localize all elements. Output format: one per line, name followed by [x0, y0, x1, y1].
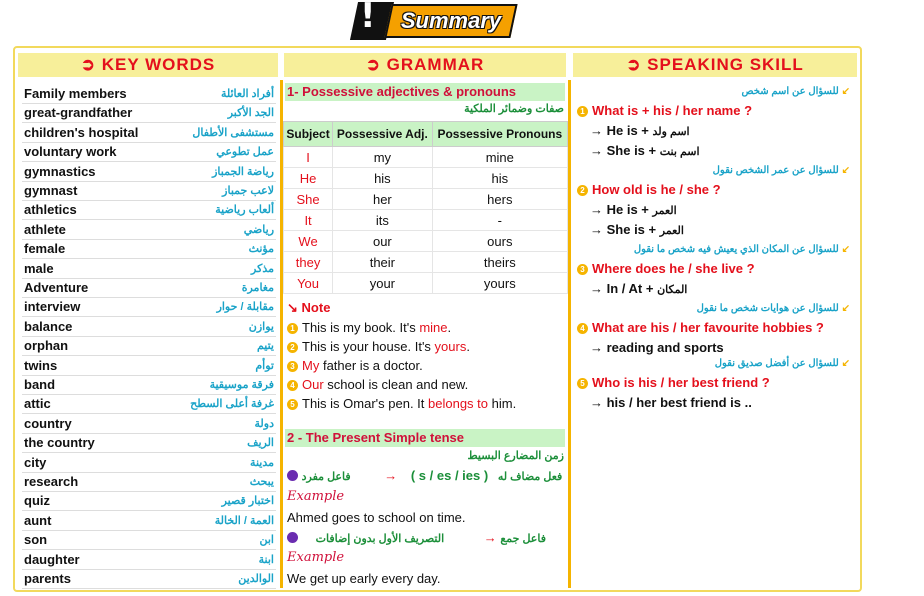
keyword-arabic: يبحث	[249, 476, 274, 488]
possessives-title-ar: صفات وضمائر الملكية	[464, 103, 564, 115]
speaking-hint	[634, 244, 850, 255]
table-row	[284, 210, 568, 231]
keyword-arabic: مذكر	[251, 262, 274, 275]
keyword-row	[22, 376, 276, 395]
keyword-english: gymnast	[24, 183, 78, 198]
note-label: Note	[301, 300, 331, 315]
note-text: This is my book. It's	[302, 320, 420, 335]
exclamation-icon: !	[360, 0, 376, 36]
number-badge: 1	[287, 323, 298, 334]
keyword-row	[22, 570, 276, 589]
keyword-row	[22, 415, 276, 434]
keyword-arabic: مقابلة / حوار	[216, 301, 274, 314]
keyword-arabic: غرفة أعلى السطح	[190, 398, 274, 411]
hint-arrow-icon: ↙	[841, 358, 850, 369]
keyword-english: band	[24, 377, 56, 392]
speaking-answer	[590, 281, 687, 296]
keyword-english: interview	[24, 299, 81, 315]
note-item	[287, 339, 470, 354]
speaking-hint	[697, 303, 850, 314]
hint-arrow-icon: ↙	[841, 303, 850, 314]
keyword-row	[22, 201, 276, 220]
arrow-icon: ➲	[80, 55, 102, 74]
note-text: school is clean and new.	[323, 377, 469, 392]
grammar-header	[284, 53, 566, 77]
keyword-row	[22, 182, 276, 201]
answer-arabic: المكان	[657, 284, 688, 296]
keyword-arabic: مدينة	[250, 456, 274, 469]
keyword-english: athlete	[24, 221, 66, 237]
rule-subject: فاعل مفرد	[301, 471, 351, 483]
subject-cell: It	[284, 210, 333, 231]
note-text: .	[447, 320, 452, 335]
keyword-row	[22, 357, 276, 376]
answer-arabic: اسم بنت	[659, 146, 700, 158]
table-row	[284, 168, 568, 189]
keyword-english: Family members	[24, 86, 127, 101]
adjective-cell: our	[333, 231, 433, 252]
keyword-arabic: يتيم	[256, 340, 274, 353]
answer-arabic: العمر	[652, 205, 677, 217]
keyword-row	[22, 279, 276, 298]
note-text: This is Omar's pen. It	[302, 396, 429, 411]
table-row	[284, 189, 568, 210]
hint-text: للسؤال عن المكان الذي يعيش فيه شخص ما نقول	[633, 244, 839, 255]
answer-arabic: اسم ولد	[652, 126, 690, 138]
question-text: How old is he / she ?	[592, 182, 721, 197]
note-text: This is your house. It's	[302, 339, 435, 354]
keyword-english: athletics	[24, 202, 77, 218]
pronoun-cell: his	[432, 168, 567, 189]
keyword-arabic: ابنة	[258, 553, 274, 566]
answer-text: → She is +	[590, 143, 657, 158]
pronoun-cell: theirs	[432, 252, 567, 273]
keyword-english: gymnastics	[24, 163, 96, 179]
keyword-english: city	[24, 454, 47, 470]
note-text: father is a doctor.	[319, 358, 423, 373]
speaking-answer	[590, 340, 724, 355]
possessives-title: 1- Possessive adjectives & pronouns	[285, 83, 565, 101]
arrow-right-icon: →	[483, 530, 497, 545]
pronoun-cell: mine	[432, 147, 567, 168]
keywords-header	[18, 53, 278, 77]
note-heading	[287, 300, 330, 316]
keyword-row	[22, 298, 276, 317]
question-text: Where does he / she live ?	[592, 261, 755, 276]
number-badge: 5	[287, 399, 298, 410]
hint-arrow-icon: ↙	[841, 244, 850, 255]
number-badge: 4	[577, 323, 588, 334]
rule-plural	[287, 530, 567, 545]
keyword-row	[22, 318, 276, 337]
keyword-arabic: توأم	[255, 359, 274, 372]
table-header: Subject	[284, 122, 333, 147]
keyword-arabic: رياضي	[243, 223, 274, 236]
note-highlight: My	[302, 358, 320, 373]
speaking-hint	[742, 86, 850, 97]
rule-verb: التصريف الأول بدون إضافات	[315, 533, 445, 545]
keyword-row	[22, 85, 276, 104]
note-highlight: Our	[302, 377, 324, 392]
adjective-cell: his	[333, 168, 433, 189]
keyword-english: son	[24, 532, 48, 548]
answer-text: → He is +	[590, 123, 649, 138]
adjective-cell: my	[333, 147, 433, 168]
keyword-english: children's hospital	[24, 124, 139, 140]
keyword-english: male	[24, 260, 54, 276]
keyword-english: quiz	[24, 493, 50, 509]
speaking-hint	[713, 165, 850, 176]
answer-text: → She is +	[590, 222, 657, 237]
rule-form: ( s / es / ies )	[410, 468, 489, 483]
hint-text: للسؤال عن عمر الشخص نقول	[712, 165, 839, 176]
subject-cell: She	[284, 189, 333, 210]
question-text: What is + his / her name ?	[592, 103, 753, 118]
answer-text: → He is +	[590, 202, 649, 217]
question-text: What are his / her favourite hobbies ?	[592, 320, 824, 335]
keyword-english: research	[24, 474, 79, 489]
keyword-row	[22, 551, 276, 570]
table-row	[284, 273, 568, 294]
speaking-question	[577, 103, 752, 118]
pronoun-cell: ours	[432, 231, 567, 252]
keyword-arabic: عمل تطوعي	[216, 146, 274, 159]
keyword-arabic: العمة / الخالة	[214, 514, 274, 527]
example-label: Example	[287, 489, 345, 504]
note-item	[287, 377, 468, 392]
adjective-cell: its	[333, 210, 433, 231]
keyword-row	[22, 454, 276, 473]
number-badge: 2	[577, 185, 588, 196]
hint-arrow-icon: ↙	[841, 165, 850, 176]
keyword-row	[22, 395, 276, 414]
answer-text: → his / her best friend is ..	[590, 395, 752, 410]
keyword-english: Adventure	[24, 280, 89, 295]
adjective-cell: her	[333, 189, 433, 210]
keyword-row	[22, 163, 276, 182]
speaking-answer	[590, 202, 677, 217]
subject-cell: I	[284, 147, 333, 168]
keyword-row	[22, 434, 276, 453]
subject-cell: We	[284, 231, 333, 252]
answer-text: → reading and sports	[590, 340, 724, 355]
keyword-arabic: الريف	[247, 437, 274, 450]
keyword-row	[22, 143, 276, 162]
rule-subject: فاعل جمع	[500, 533, 546, 545]
pronoun-cell: yours	[432, 273, 567, 294]
keyword-english: attic	[24, 396, 51, 412]
note-highlight: mine	[419, 320, 448, 335]
subject-cell: He	[284, 168, 333, 189]
keyword-row	[22, 512, 276, 531]
number-badge: 2	[287, 342, 298, 353]
keyword-row	[22, 473, 276, 492]
adjective-cell: your	[333, 273, 433, 294]
keyword-row	[22, 260, 276, 279]
keyword-row	[22, 240, 276, 259]
keywords-header-label: KEY WORDS	[101, 55, 216, 74]
table-row	[284, 252, 568, 273]
note-highlight: belongs to	[428, 396, 489, 411]
keyword-arabic: لاعب جمباز	[222, 185, 274, 197]
note-arrow-icon: ↘	[287, 300, 298, 315]
number-badge: 1	[577, 106, 588, 117]
note-item	[287, 358, 423, 373]
table-header: Possessive Adj.	[333, 122, 433, 147]
keyword-arabic: ابن	[259, 534, 274, 547]
speaking-hint	[715, 358, 850, 369]
number-badge: 3	[577, 264, 588, 275]
speaking-answer	[590, 395, 752, 410]
keyword-arabic: مغامرة	[241, 282, 274, 294]
arrow-icon: ➲	[365, 55, 387, 74]
answer-arabic: العمر	[659, 225, 684, 237]
number-badge: 5	[577, 378, 588, 389]
keyword-english: twins	[24, 357, 58, 373]
pronoun-cell: -	[432, 210, 567, 231]
hint-arrow-icon: ↙	[841, 86, 850, 97]
keyword-arabic: ألعاب رياضية	[215, 204, 274, 217]
grammar-header-label: GRAMMAR	[386, 55, 485, 74]
keyword-english: country	[24, 415, 72, 431]
arrow-icon: ➲	[626, 55, 648, 74]
keyword-english: voluntary work	[24, 144, 117, 160]
speaking-header-label: SPEAKING SKILL	[647, 55, 804, 74]
speaking-answer	[590, 222, 684, 237]
keyword-english: balance	[24, 318, 73, 334]
arrow-right-icon: →	[384, 468, 398, 483]
answer-text: → In / At +	[590, 281, 654, 296]
note-item	[287, 396, 516, 411]
hint-text: للسؤال عن هوايات شخص ما نقول	[696, 303, 839, 314]
keyword-arabic: الوالدين	[238, 573, 274, 585]
banner-title-box	[384, 4, 517, 38]
keyword-arabic: اختبار قصير	[221, 495, 274, 508]
table-header-row	[284, 122, 568, 147]
keyword-row	[22, 531, 276, 550]
keyword-english: orphan	[24, 338, 69, 354]
speaking-header	[573, 53, 857, 77]
keyword-arabic: مستشفى الأطفال	[192, 126, 274, 139]
number-badge: 4	[287, 380, 298, 391]
keyword-english: great-grandfather	[24, 105, 133, 121]
hint-text: للسؤال عن اسم شخص	[741, 86, 839, 97]
bullet-icon	[287, 532, 298, 543]
subject-cell: You	[284, 273, 333, 294]
keyword-row	[22, 221, 276, 240]
example-sentence: Ahmed goes to school on time.	[287, 510, 466, 525]
bullet-icon	[287, 470, 298, 481]
keyword-arabic: رياضة الجمباز	[212, 165, 274, 178]
pronoun-cell: hers	[432, 189, 567, 210]
keyword-arabic: فرقة موسيقية	[209, 379, 274, 391]
table-header: Possessive Pronouns	[432, 122, 567, 147]
speaking-question	[577, 320, 824, 335]
adjective-cell: their	[333, 252, 433, 273]
keyword-arabic: الجد الأكبر	[227, 107, 274, 120]
keyword-english: female	[24, 241, 66, 257]
rule-singular	[287, 468, 567, 483]
example-label: Example	[287, 550, 345, 565]
note-highlight: yours	[434, 339, 467, 354]
keyword-row	[22, 104, 276, 123]
speaking-question	[577, 182, 721, 197]
present-simple-title: 2 - The Present Simple tense	[285, 429, 565, 447]
possessives-table	[283, 121, 568, 294]
number-badge: 3	[287, 361, 298, 372]
page-title: Summary	[400, 8, 502, 33]
keyword-arabic: أفراد العائلة	[220, 88, 274, 100]
subject-cell: they	[284, 252, 333, 273]
keyword-english: daughter	[24, 551, 80, 567]
keyword-arabic: دولة	[254, 417, 274, 430]
note-text: him.	[488, 396, 517, 411]
speaking-question	[577, 261, 755, 276]
keyword-arabic: يوازن	[248, 320, 274, 333]
keyword-english: aunt	[24, 512, 52, 528]
keyword-english: parents	[24, 571, 71, 586]
question-text: Who is his / her best friend ?	[592, 375, 770, 390]
rule-verb: فعل مضاف له	[497, 471, 563, 483]
table-row	[284, 147, 568, 168]
column-divider	[568, 80, 571, 588]
note-item	[287, 320, 451, 335]
speaking-answer	[590, 123, 690, 138]
table-row	[284, 231, 568, 252]
speaking-question	[577, 375, 770, 390]
keyword-row	[22, 492, 276, 511]
speaking-answer	[590, 143, 700, 158]
keyword-arabic: مؤنث	[248, 243, 274, 256]
keyword-row	[22, 337, 276, 356]
hint-text: للسؤال عن أفضل صديق نقول	[714, 358, 839, 369]
summary-banner	[346, 0, 518, 40]
example-sentence: We get up early every day.	[287, 571, 441, 586]
present-simple-title-ar: زمن المضارع البسيط	[467, 450, 564, 462]
note-text: .	[466, 339, 470, 354]
keyword-english: the country	[24, 435, 95, 451]
keyword-row	[22, 124, 276, 143]
